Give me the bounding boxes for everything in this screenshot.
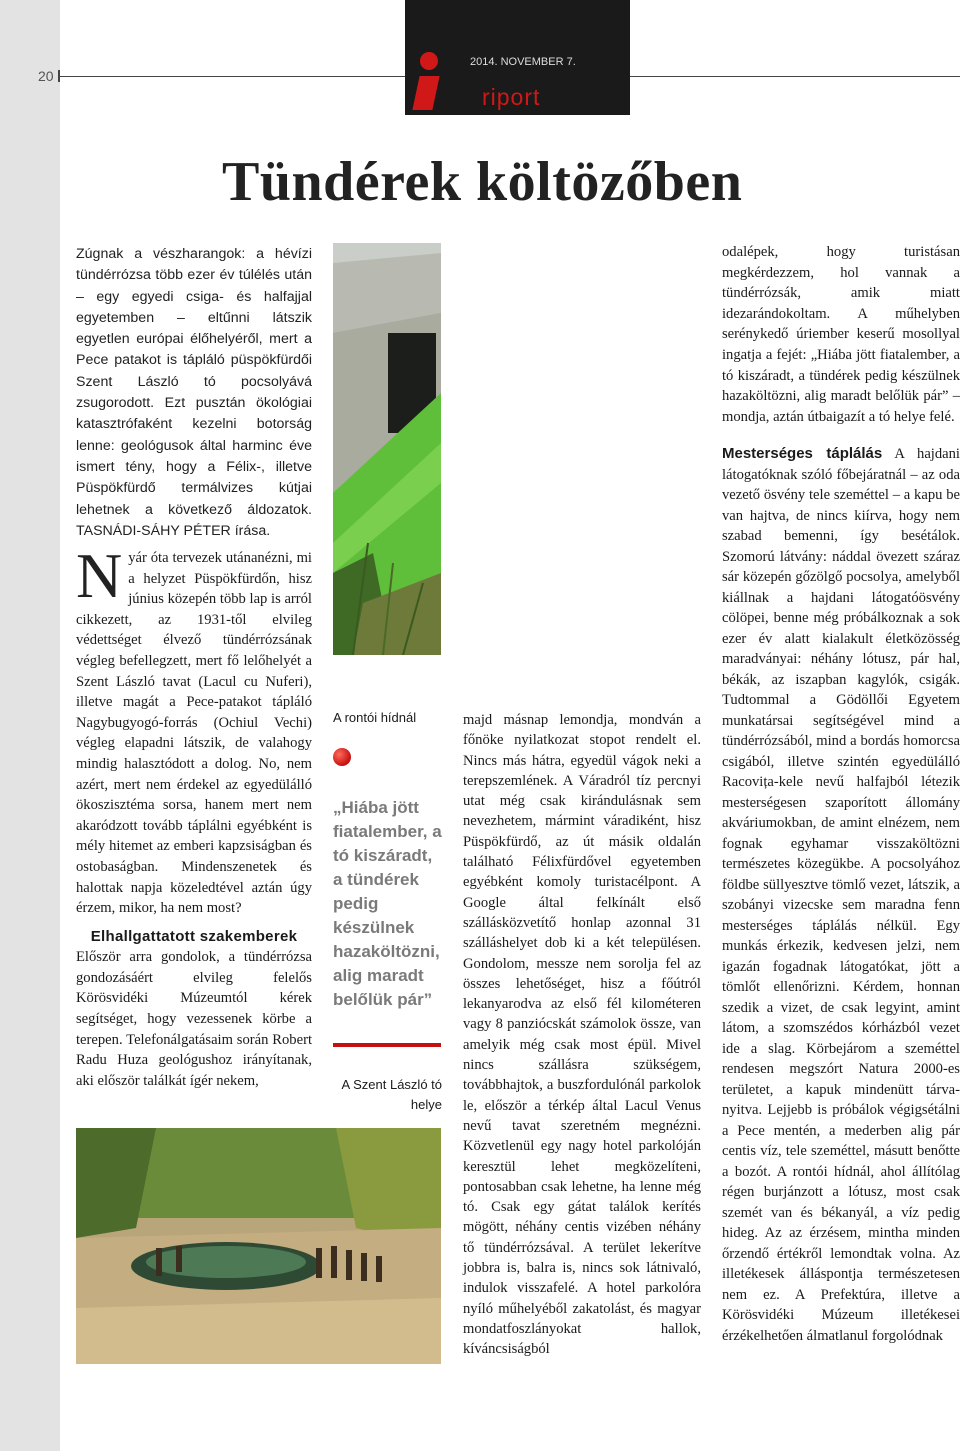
page-rule-tick	[58, 70, 60, 82]
body-column-1	[76, 540, 312, 1091]
page-number: 20	[38, 68, 54, 84]
body-paragraph	[722, 444, 960, 1346]
photo1-caption: A rontói hídnál	[333, 710, 417, 725]
info-logo-dot-icon	[420, 52, 438, 70]
body-paragraph: Először arra gondolok, a tündérrózsa gondozásáért elvileg felelős Körösvidéki Múzeumtól kérek segítséget, hogy vezessenek körbe a terepen. Telefonálgatásaim során Robert Radu Huza geológushoz irányítanak, aki először találkát ígér nekem,	[76, 949, 312, 1089]
issue-date: 2014. NOVEMBER 7.	[470, 56, 576, 68]
pull-quote-rule	[333, 1043, 441, 1047]
pull-quote: „Hiába jött fiatalember, a tó kiszáradt, a tündérek pedig készülnek hazaköltözni, alig maradt belőlük pár”	[333, 798, 442, 1009]
body-column-3	[463, 710, 701, 1360]
section-label: riport	[482, 84, 541, 110]
body-text: A hajdani látogatóknak szóló főbejáratnál – az oda vezető ösvény tele szeméttel – a kapu be van hajtva, de nincs kiírva, hogy nem szabad bemenni, így besétálok. Szomorú látvány: náddal övezett száraz sár közepén gőzölgő pocsolya, amelyből kiállnak a hajdani látogatóösvény cölöpei, benne még próbálkoznak a sok ezer év alatt kialakult életközösség maradványai: néhány lótusz, pár hal, békák, az iszapban kagylók, csigák. Tudtommal a Gödöllői Egyetem munkatársai segítségével mind a tündérrózsából, mind a bordás homorcsa csigából, illetve szintén egyedülálló Racovița-kele nevű halfajból létezik mesterségesen szaporított állomány akváriumokban, de amint elnézem, nem fognak egyhamar visszaköltözni természetes közegükbe. A pocsolyához földbe süllyesztve tömlő vezet, látszik, a szobányi vizecske sem maradna fenn mesterséges táplálás nélkül. Egy munkás érkezik, kedvesen jelzi, nem igazán fogadnak látogatókat, jött a tömlőt ellenőrizni. Kérdem, honnan szedik a vizet, de csak legyint, amint látom, a szomszédos kórházból vezet ide a slag. Körbejárom a szeméttel rendesen megszórt Natura 2000-es területet, a kapuk mindenütt tárva-nyitva. Lejjebb is próbálok végigsétálni a Pece mentén, a mederben alig pár centis víz, tele szeméttel, másutt benőtte a bozót. A rontói hídnál, ahol állítólag régen burjánzott a lótusz, most csak szemét van és békanyál, a víz pedig hideg. Az az érzésem, mintha minden őrzendő értékről lemondtak volna. Az illetékesek álláspontja természetesen nem ez. A Prefektúra, illetve a Körösvidéki Múzeum illetékesei érzékelhetően álmatlanul forgolódnak	[722, 446, 960, 1344]
article-title: Tündérek költözőben	[222, 151, 743, 213]
subheading-artificial-feeding: Mesterséges táplálás	[722, 445, 883, 462]
body-column-4	[722, 444, 960, 1346]
left-margin-strip	[0, 0, 60, 1451]
photo2-caption: A Szent László tó helye	[341, 1077, 442, 1112]
body-paragraph: yár óta tervezek utánanézni, mi a helyzet Püspökfürdőn, hisz június közepén több lap is arról cikkezett, az 1931-től elvileg védettséget élvező tündérrózsának végleg befellegzett, mert fő lelőhelyét a Szent László tavat (Lacul cu Nuferi), illetve magát a Pece-patakot tápláló Nagybugyogó-forrás (Ochiul Vechi) végleg elapadni látszik, de valahogy mindig halasztódott a dolog. No, nem azért, mert nem érdekel az egyedülálló ökoszisztéma sorsa, hanem mert nem akaródzott tovább táplálni egyébként is mély hitemet az emberi kapzsiságban és ostobaságban. Mindenszenetek és halottak napja közeledtével aztán úgy érzem, mikor, ha nem most?	[76, 550, 312, 917]
photo-culvert-bridge	[333, 243, 441, 655]
photo-lake-site	[76, 1128, 441, 1364]
drop-cap: N	[76, 540, 123, 611]
subheading-silenced-experts: Elhallgattatott szakemberek	[90, 927, 298, 945]
article-lead	[76, 244, 312, 542]
author-byline: TASNÁDI-SÁHY PÉTER írása.	[76, 522, 271, 539]
body-paragraph: majd másnap lemondja, mondván a főnöke nyilatkozat stopot rendelt el. Nincs más hátra, egyedül vágok neki a terepszemlének. A Váradról tíz percnyi utat még csak kirándulásnak sem nevezhetem, mármint váradiként, hisz Püspökfürdő, az út másik oldalán található Félixfürdővel egyetemben egyébként komoly turistacélpont. A Google által felkínált első szállásközvetítő honlap azonnal 31 szálláshelyet dob ki a két településen. Gondolom, messze nem sorolja fel az összes lehetőséget, hisz a főútról lekanyarodva az első fél kilométeren vagy 8 panziócskát számolok össze, van amelyik még csak most épül. Mivel nincs szállásra szükségem, továbbhajtok, a buszfordulónál parkolok le, először a térkép által Lacul Venus nevű tavat szeretném megnézni. Közvetlenül egy nagy hotel parkolóján keresztül lehet megközelíteni, pontosabban csak lehetne, ha lenne még tó. Csak egy gátat találok kerítés mögött, néhány centis vizében néhány tő tündérrózsával. A terület lekerítve jobbra is, balra is, nincs sok látnivaló, indulok visszafelé. A hotel parkolóra nyíló műhelyéből zakatolást, és magyar mondatfoszlányokat hallok, kíváncsiságból	[463, 712, 701, 1358]
lead-text: Zúgnak a vészharangok: a hévízi tündérrózsa több ezer év túlélés után – egy egyedi csiga- és halfajjal egyetemben – eltűnni látszik egyetlen európai élőhelyéről, mert a Pece patakot is tápláló püspökfürdői Szent László tó pocsolyává zsugorodott. Ezt pusztán ökológiai katasztrófaként kezelni botorság lenne: geológusok által harminc éve ismert tény, hogy a Félix-, illetve Püspökfürdő termálvizes kútjai lehetnek a következő áldozatok.	[76, 246, 312, 518]
bullet-dot-icon	[333, 748, 351, 766]
body-column-4-top	[722, 242, 960, 427]
body-paragraph: odalépek, hogy turistásan megkérdezzem, hol vannak a tündérrózsák, amik miatt idezarándokoltam. A műhelyben serénykedő úriember keserű mosollyal ingatja a fejét: „Hiába jött fiatalember, a tó kiszáradt, a tündérek pedig készülnek hazaköltözni, alig maradt belőlük pár” – mondja, aztán útbaigazít a tó helye felé.	[722, 244, 960, 425]
